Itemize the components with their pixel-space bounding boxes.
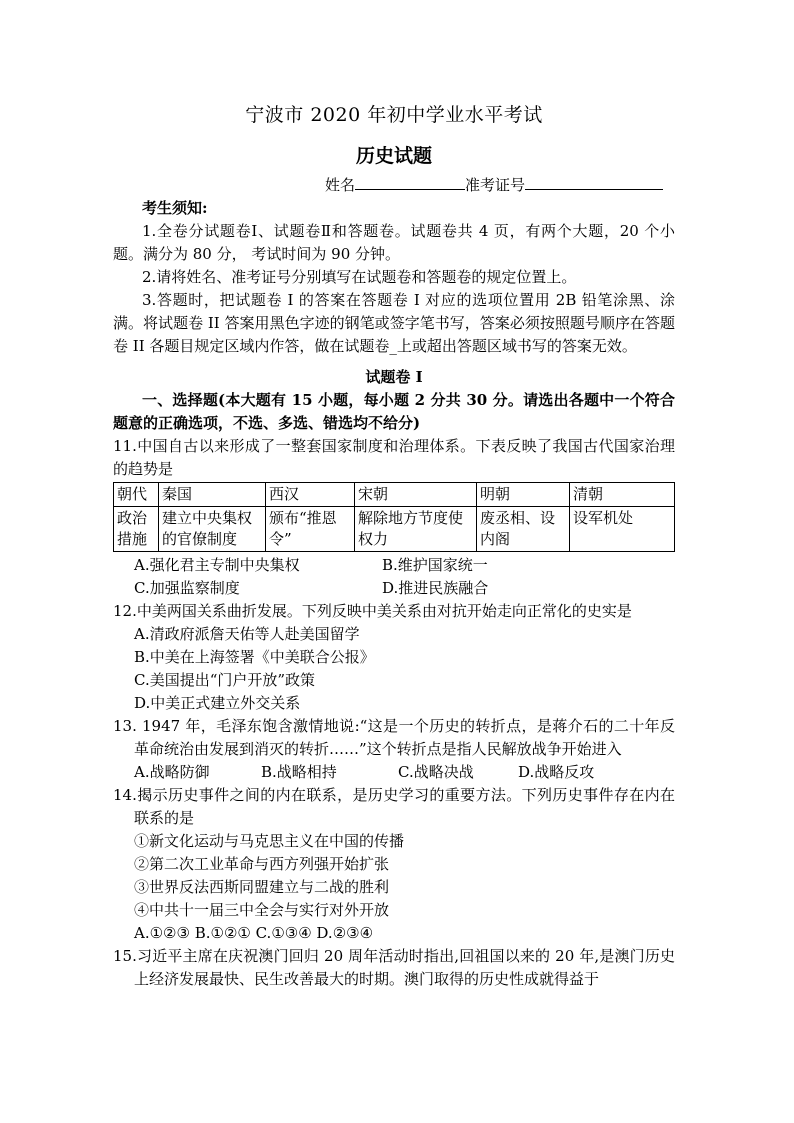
table-cell: 西汉 xyxy=(266,483,355,507)
question-13-options xyxy=(113,761,675,784)
table-cell: 政治措施 xyxy=(114,507,159,552)
option-d[interactable]: D.中美正式建立外交关系 xyxy=(134,694,301,712)
table-cell: 颁布“推恩令” xyxy=(266,507,355,552)
exam-title: 宁波市 2020 年初中学业水平考试 xyxy=(245,104,543,126)
name-label: 姓名 xyxy=(325,176,356,194)
option-a[interactable]: A.清政府派詹天佑等人赴美国留学 xyxy=(134,625,360,643)
section-title: 试题卷 I xyxy=(365,368,423,386)
table-header-row xyxy=(114,483,675,507)
option-b[interactable]: B.中美在上海签署《中美联合公报》 xyxy=(134,648,375,666)
id-label: 准考证号 xyxy=(465,176,526,194)
question-13-stem: 13. 1947 年，毛泽东饱含激情地说:“这是一个历史的转折点，是蒋介石的二十年反革命统治由发展到消灭的转折……”这个转折点是指人民解放战争开始进入 xyxy=(113,717,675,758)
option-a[interactable]: A.强化君主专制中央集权 xyxy=(134,556,300,574)
notice-item-3: 3.答题时，把试题卷 I 的答案在答题卷 I 对应的选项位置用 2B 铅笔涂黑、涂满。将试题卷 II 答案用黑色字迹的钢笔或签字笔书写，答案必须按照题号顺序在答题卷 II 各题目规定区域内作答，做在试题卷_上或超出答题区域书写的答案无效。 xyxy=(113,291,675,355)
id-blank xyxy=(525,173,663,190)
question-14-options[interactable]: A.①②③ B.①②① C.①③④ D.②③④ xyxy=(134,924,374,942)
notice-item-2: 2.请将姓名、准考证号分别填写在试题卷和答题卷的规定位置上。 xyxy=(142,268,577,286)
table-cell: 建立中央集权的官僚制度 xyxy=(159,507,266,552)
question-15-stem: 15.习近平主席在庆祝澳门回归 20 周年活动时指出,回祖国以来的 20 年,是澳门历史上经济发展最快、民生改善最大的时期。澳门取得的历史性成就得益于 xyxy=(113,947,675,988)
exam-subtitle: 历史试题 xyxy=(355,145,432,167)
table-cell: 明朝 xyxy=(477,483,570,507)
notice-title: 考生须知: xyxy=(142,199,208,217)
dynasty-table xyxy=(113,482,675,552)
statement-2: ②第二次工业革命与西方列强开始扩张 xyxy=(134,855,390,873)
table-cell: 解除地方节度使权力 xyxy=(355,507,477,552)
option-c[interactable]: C.加强监察制度 xyxy=(134,579,240,597)
table-cell: 秦国 xyxy=(159,483,266,507)
statement-4: ④中共十一届三中全会与实行对外开放 xyxy=(134,901,390,919)
option-d[interactable]: D.战略反攻 xyxy=(518,763,595,781)
table-cell: 朝代 xyxy=(114,483,159,507)
table-cell: 废丞相、设内阁 xyxy=(477,507,570,552)
question-11-options-row-2 xyxy=(113,577,675,600)
statement-3: ③世界反法西斯同盟建立与二战的胜利 xyxy=(134,878,390,896)
name-blank xyxy=(355,173,465,190)
question-11-stem: 11.中国自古以来形成了一整套国家制度和治理体系。下表反映了我国古代国家治理的趋势是 xyxy=(113,437,675,478)
option-a[interactable]: A.战略防御 xyxy=(134,763,210,781)
table-row xyxy=(114,507,675,552)
question-12-stem: 12.中美两国关系曲折发展。下列反映中美关系由对抗开始走向正常化的史实是 xyxy=(113,602,632,620)
table-cell: 设军机处 xyxy=(570,507,675,552)
question-11-options-row-1 xyxy=(113,554,675,577)
notice-item-1: 1.全卷分试题卷Ⅰ、试题卷Ⅱ和答题卷。试题卷共 4 页，有两个大题，20 个小题。满分为 80 分， 考试时间为 90 分钟。 xyxy=(113,222,675,263)
option-c[interactable]: C.美国提出“门户开放”政策 xyxy=(134,671,316,689)
statement-1: ①新文化运动与马克思主义在中国的传播 xyxy=(134,832,405,850)
option-b[interactable]: B.战略相持 xyxy=(261,763,337,781)
option-c[interactable]: C.战略决战 xyxy=(398,763,474,781)
table-cell: 宋朝 xyxy=(355,483,477,507)
question-14-stem: 14.揭示历史事件之间的内在联系，是历史学习的重要方法。下列历史事件存在内在联系的是 xyxy=(113,786,675,827)
option-d[interactable]: D.推进民族融合 xyxy=(382,579,489,597)
option-b[interactable]: B.维护国家统一 xyxy=(382,556,488,574)
exam-page xyxy=(113,104,675,991)
section-instruction: 一、选择题(本大题有 15 小题，每小题 2 分共 30 分。请选出各题中一个符合题意的正确选项，不选、多选、错选均不给分) xyxy=(113,391,675,432)
name-id-row xyxy=(113,173,675,197)
table-cell: 清朝 xyxy=(570,483,675,507)
